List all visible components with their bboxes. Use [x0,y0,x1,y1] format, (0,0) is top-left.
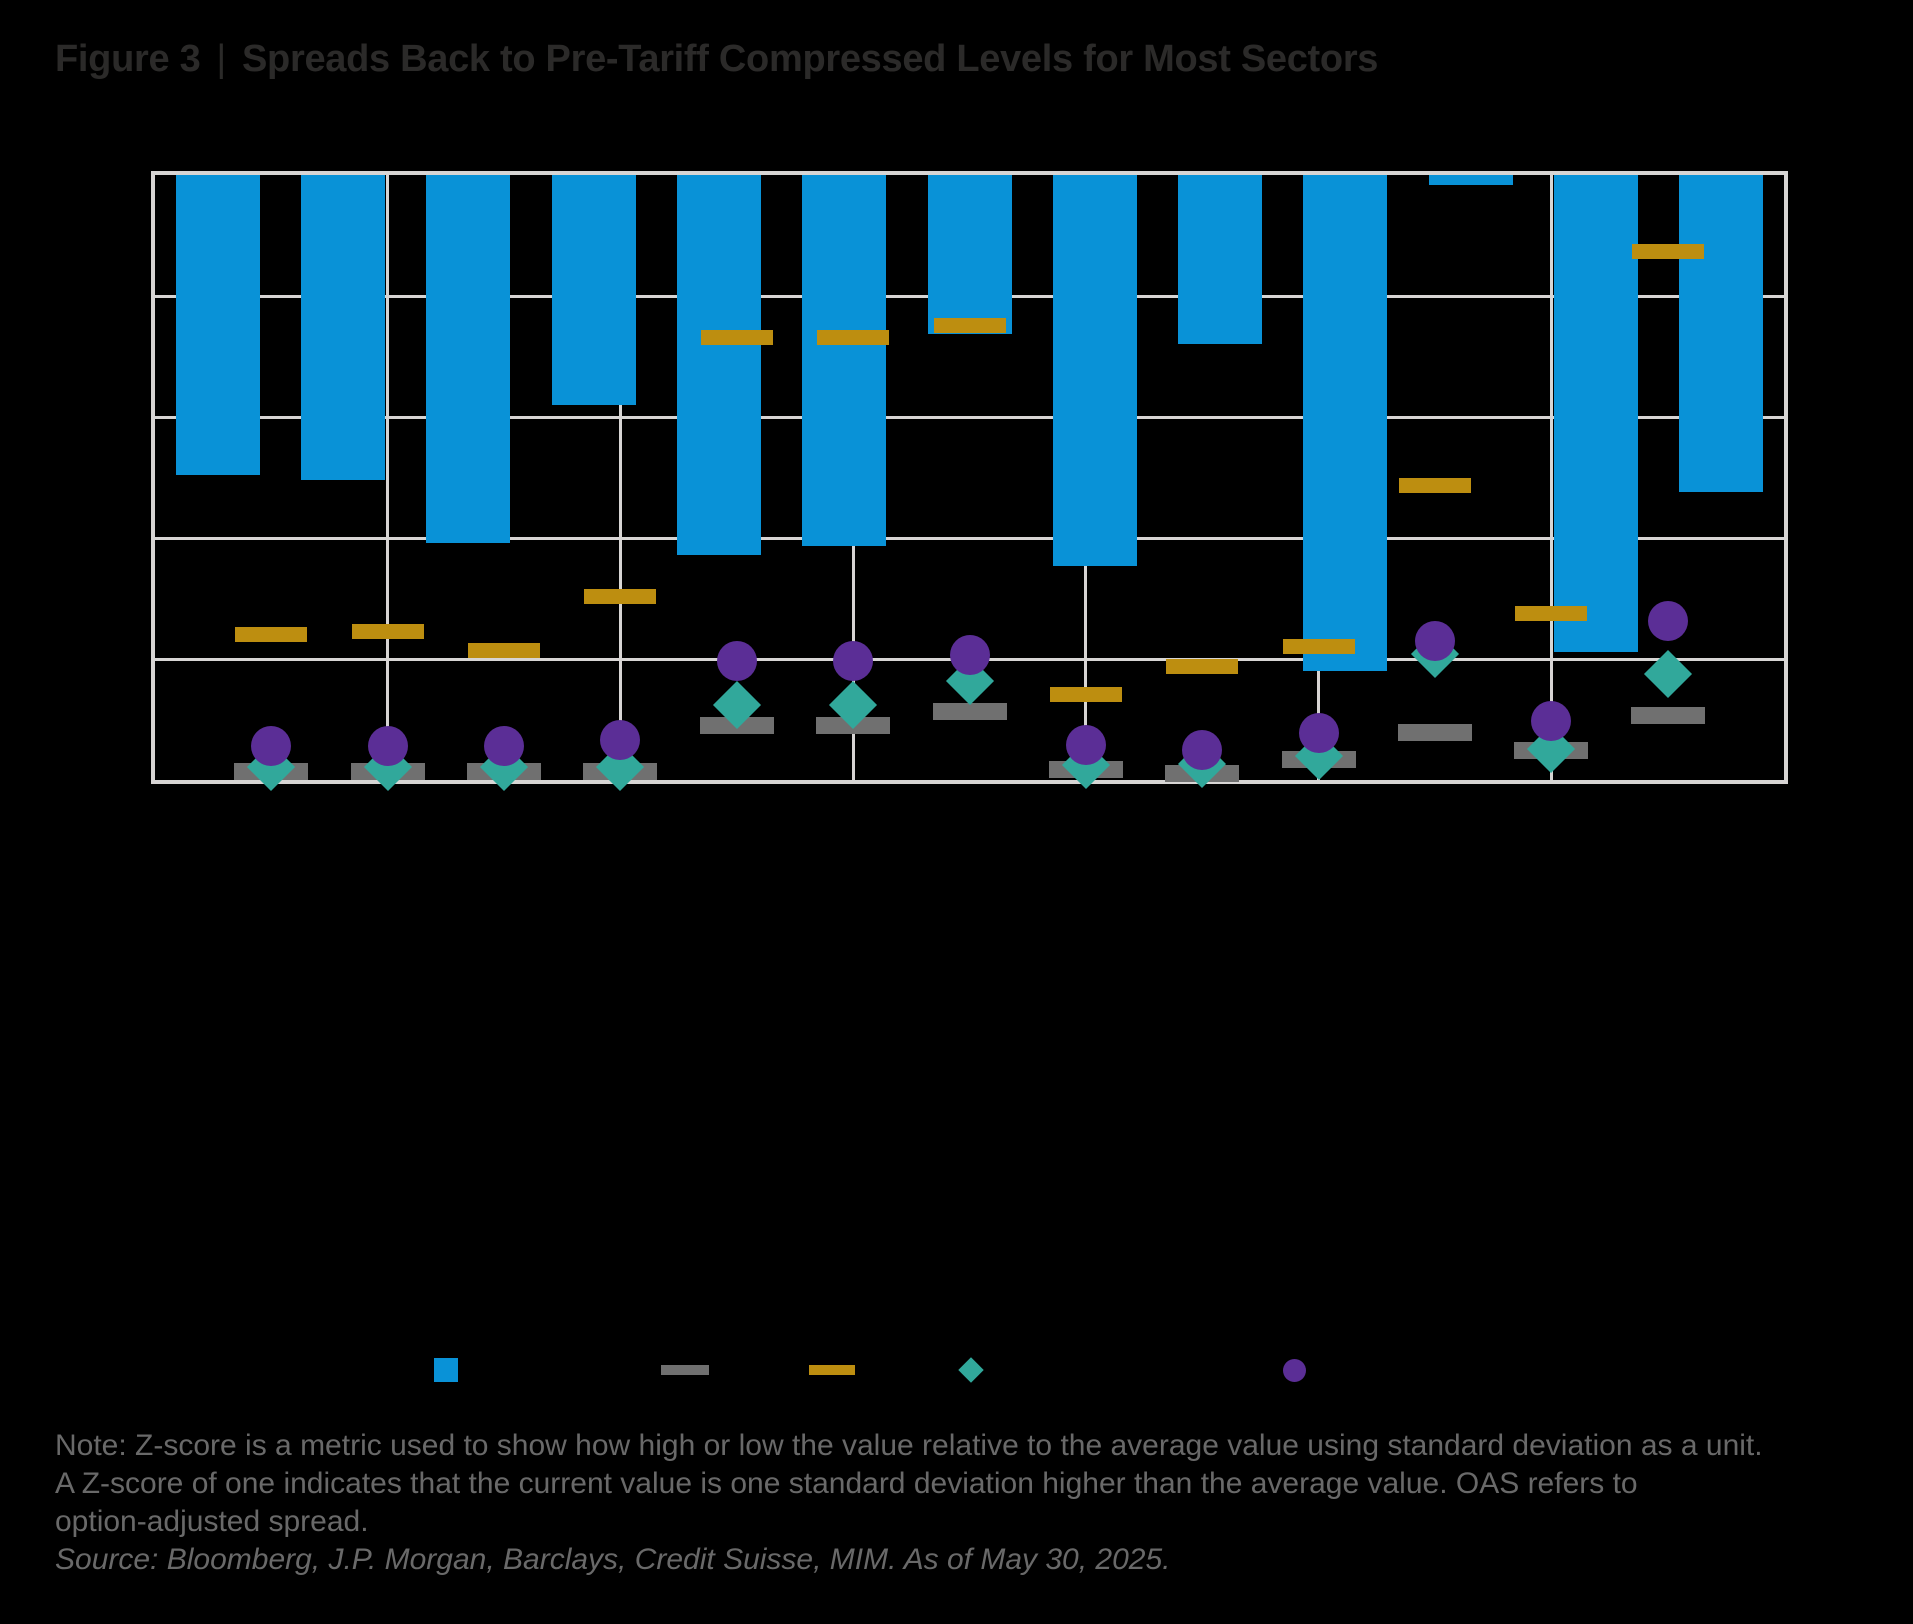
title-separator: | [216,38,226,80]
figure-title [55,38,1378,81]
purple-circle-category-7 [950,635,990,675]
purple-circle-category-3 [484,726,524,766]
gold-dash-category-6 [817,330,889,345]
chart-grid-and-series [155,175,1784,780]
bar-category-2 [301,175,385,480]
footnote-block [55,1427,1763,1579]
bar-category-4 [552,175,636,405]
gold-dash-category-7 [934,318,1006,333]
bar-category-5 [677,175,761,555]
gray-dash-category-13 [1631,707,1705,724]
bar-category-1 [176,175,260,475]
source-line: Source: Bloomberg, J.P. Morgan, Barclays, Credit Suisse, MIM. As of May 30, 2025. [55,1543,1171,1576]
purple-circle-category-6 [833,641,873,681]
bar-category-7 [928,175,1012,334]
purple-circle-category-9 [1182,730,1222,770]
figure-label: Figure 3 [55,38,201,80]
gold-dash-category-1 [235,627,307,642]
gray-dash-category-11 [1398,724,1472,741]
gold-dash-category-4 [584,589,656,604]
bar-category-8 [1053,175,1137,566]
bar-category-3 [426,175,510,543]
legend-gold-dash-icon [809,1365,855,1375]
gold-dash-category-13 [1632,244,1704,259]
note-line-3: option-adjusted spread. [55,1505,369,1538]
legend-blue-square-icon [434,1358,458,1382]
gold-dash-category-12 [1515,606,1587,621]
bar-category-6 [802,175,886,546]
vertical-gridline [1550,175,1553,780]
gold-dash-category-11 [1399,478,1471,493]
purple-circle-category-10 [1299,713,1339,753]
gold-dash-category-8 [1050,687,1122,702]
legend-purple-circle-icon [1283,1359,1306,1382]
legend-teal-diamond-icon [958,1357,983,1382]
bar-category-10 [1303,175,1387,671]
horizontal-gridline [155,537,1784,540]
purple-circle-category-12 [1531,701,1571,741]
gold-dash-category-9 [1166,659,1238,674]
bar-category-11 [1429,175,1513,185]
purple-circle-category-8 [1066,725,1106,765]
legend-gray-dash-icon [661,1365,709,1375]
title-text: Spreads Back to Pre-Tariff Compressed Levels for Most Sectors [242,38,1379,80]
purple-circle-category-11 [1415,621,1455,661]
gold-dash-category-3 [468,643,540,658]
horizontal-gridline [155,416,1784,419]
chart-plot-area [151,171,1788,784]
gold-dash-category-2 [352,624,424,639]
purple-circle-category-5 [717,641,757,681]
bar-category-12 [1554,175,1638,652]
purple-circle-category-4 [600,720,640,760]
purple-circle-category-2 [368,726,408,766]
bar-category-13 [1679,175,1763,492]
purple-circle-category-13 [1648,601,1688,641]
gold-dash-category-5 [701,330,773,345]
note-line-1: Note: Z-score is a metric used to show how high or low the value relative to the average value using standard deviation as a unit. [55,1429,1763,1462]
bar-category-9 [1178,175,1262,344]
gold-dash-category-10 [1283,639,1355,654]
note-line-2: A Z-score of one indicates that the current value is one standard deviation higher than the average value. OAS refers to [55,1467,1638,1500]
vertical-gridline [386,175,389,780]
